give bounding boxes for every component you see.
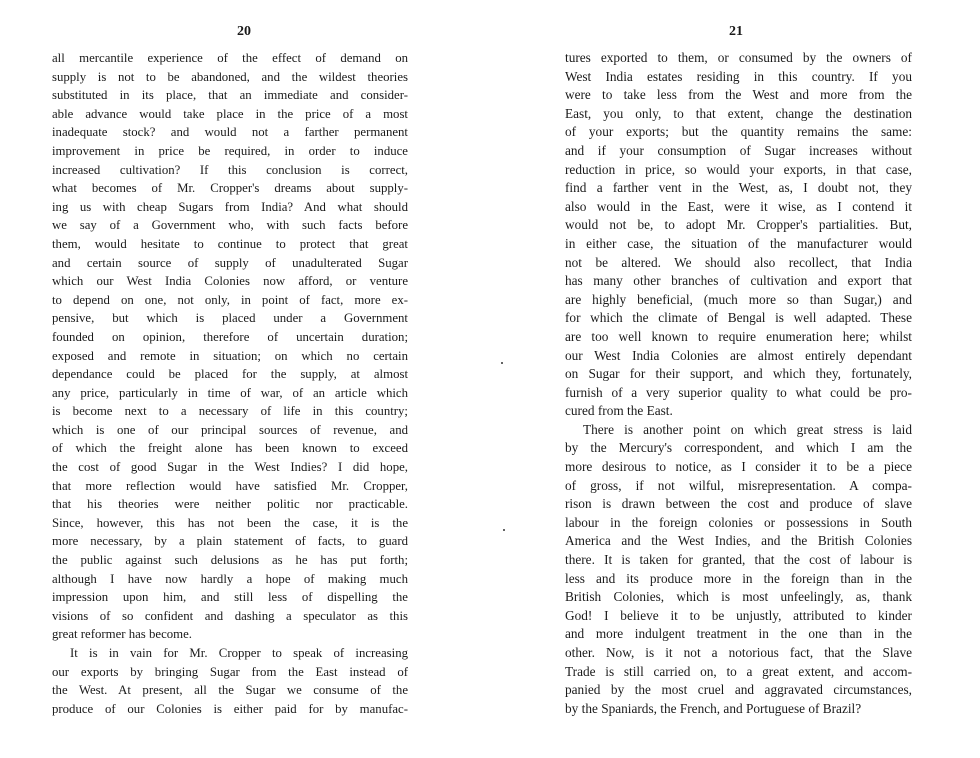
text-line: what becomes of Mr. Cropper's dreams about supply-: [52, 181, 408, 196]
text-line: we say of a Government who, with such facts before: [52, 218, 408, 233]
text-line: more necessary, by a plain statement of facts, to guard: [52, 534, 408, 549]
text-line: rison is drawn between the cost and produce of slave: [565, 496, 912, 512]
text-line: the West. At present, all the Sugar we consume of the: [52, 683, 408, 698]
text-line: them, would hesitate to continue to protect that great: [52, 236, 408, 251]
text-line: the cost of good Sugar in the West Indies? I did hope,: [52, 460, 408, 475]
text-line: is become next to a necessary of life in this country;: [52, 404, 408, 419]
text-line: exposed and remote in situation; on which no certain: [52, 348, 408, 363]
text-line: to depend on one, not only, in point of fact, more ex-: [52, 292, 408, 307]
text-line: furnish of a very superior quality to what could be pro-: [565, 384, 912, 400]
text-line: West India estates residing in this country. If you: [565, 68, 912, 84]
text-line: ing us with cheap Sugars from India? And what should: [52, 199, 408, 214]
page-number: 20: [237, 24, 251, 39]
text-line: our West India Colonies are almost entirely dependant: [565, 347, 912, 363]
text-line: cured from the East.: [565, 403, 673, 419]
text-line: British Colonies, which is most unfeelingly, as, thank: [565, 589, 912, 605]
text-line: produce of our Colonies is either paid for by manufac-: [52, 701, 408, 716]
text-line: and certain source of supply of unadulterated Sugar: [52, 255, 408, 270]
text-line: has many other branches of cultivation and export that: [565, 273, 912, 289]
text-line: founded on opinion, therefore of uncertain duration;: [52, 329, 408, 344]
text-line: our exports by bringing Sugar from the East instead of: [52, 664, 408, 679]
text-line: God! I believe it to be unjustly, attributed to kinder: [565, 607, 912, 623]
text-line: on Sugar for their support, and which they, fortunately,: [565, 366, 912, 382]
text-line: would not be, to adopt Mr. Cropper's partialities. But,: [565, 217, 912, 233]
text-line: great reformer has become.: [52, 627, 192, 642]
text-line: reduction in price, so would your exports, in that case,: [565, 161, 912, 177]
text-line: improvement in price be required, in order to induce: [52, 143, 408, 158]
text-line: and if your consumption of Sugar increases without: [565, 142, 912, 158]
text-line: labour in the foreign colonies or possessions in South: [565, 514, 912, 530]
body-text: [565, 49, 912, 718]
text-line: increased cultivation? If this conclusion is correct,: [52, 162, 408, 177]
text-line: are too well known to require enumeration here; whilst: [565, 328, 912, 344]
text-line: East, you only, to that extent, change the destination: [565, 105, 912, 121]
text-line: substituted in its place, that an immediate and consider-: [52, 88, 408, 103]
text-line: which our West India Colonies now afford, or venture: [52, 274, 408, 289]
text-line: dependance could be placed for the supply, at almost: [52, 367, 408, 382]
text-line: less and its produce more in the foreign than in the: [565, 570, 912, 586]
text-line: there. It is taken for granted, that the cost of labour is: [565, 552, 912, 568]
text-line: were to take less from the West and more from the: [565, 87, 912, 103]
text-line: that more reflection would have satisfied Mr. Cropper,: [52, 478, 408, 493]
right-page: [490, 0, 980, 758]
text-line: find a farther vent in the West, as, I doubt not, they: [565, 180, 912, 196]
text-line: in either case, the situation of the manufacturer would: [565, 235, 912, 251]
text-line: although I have now hardly a hope of making much: [52, 571, 408, 586]
text-line: that his theories were neither politic nor practicable.: [52, 497, 408, 512]
text-line: by the Mercury's correspondent, and which I am the: [565, 440, 912, 456]
text-line: not be altered. We should also recollect, that India: [565, 254, 912, 270]
text-line: able advance would take place in the price of a most: [52, 106, 408, 121]
text-line: America and the West Indies, and the British Colonies: [565, 533, 912, 549]
text-line: supply is not to be abandoned, and the wildest theories: [52, 69, 408, 84]
text-line: all mercantile experience of the effect of demand on: [52, 51, 408, 65]
text-line: of which the freight alone has been known to exceed: [52, 441, 408, 456]
body-text: [52, 49, 408, 718]
page-number: 21: [729, 24, 743, 39]
text-line: which is one of our principal sources of revenue, and: [52, 422, 408, 437]
text-line: tures exported to them, or consumed by the owners of: [565, 50, 912, 65]
speck-mark: [501, 362, 503, 364]
text-line: of gross, if not wilful, misrepresentation. A compa-: [565, 477, 912, 493]
text-line: are highly beneficial, (much more so than Sugar,) and: [565, 291, 912, 307]
text-line: Trade is still carried on, to a great extent, and accom-: [565, 663, 912, 679]
text-line: any price, particularly in time of war, of an article which: [52, 385, 408, 400]
text-line: also would in the East, were it wise, as I contend it: [565, 198, 912, 214]
text-line: impression upon him, and still less of dispelling the: [52, 590, 408, 605]
text-line: and more indulgent treatment in the one than in the: [565, 626, 912, 642]
text-line: other. Now, is it not a notorious fact, that the Slave: [565, 645, 912, 660]
text-line: more desirous to notice, as I consider it to be a piece: [565, 459, 912, 475]
text-line: by the Spaniards, the French, and Portuguese of Brazil?: [565, 700, 862, 716]
text-line: There is another point on which great stress is laid: [583, 421, 912, 437]
text-line: visions of so confident and dashing a speculator as this: [52, 608, 408, 623]
text-line: Since, however, this has not been the case, it is the: [52, 515, 408, 530]
text-line: of your exports; but the quantity remains the same:: [565, 124, 912, 140]
text-line: panied by the most cruel and aggravated circumstances,: [565, 682, 912, 698]
text-line: the public against such delusions as he has put forth;: [52, 553, 408, 568]
text-line: for which the climate of Bengal is well adapted. These: [565, 310, 912, 326]
text-line: inadequate stock? and would not a farther permanent: [52, 125, 408, 140]
text-line: pensive, but which is placed under a Government: [52, 311, 408, 326]
text-line: It is in vain for Mr. Cropper to speak of increasing: [70, 646, 408, 660]
speck-mark: [503, 529, 505, 531]
